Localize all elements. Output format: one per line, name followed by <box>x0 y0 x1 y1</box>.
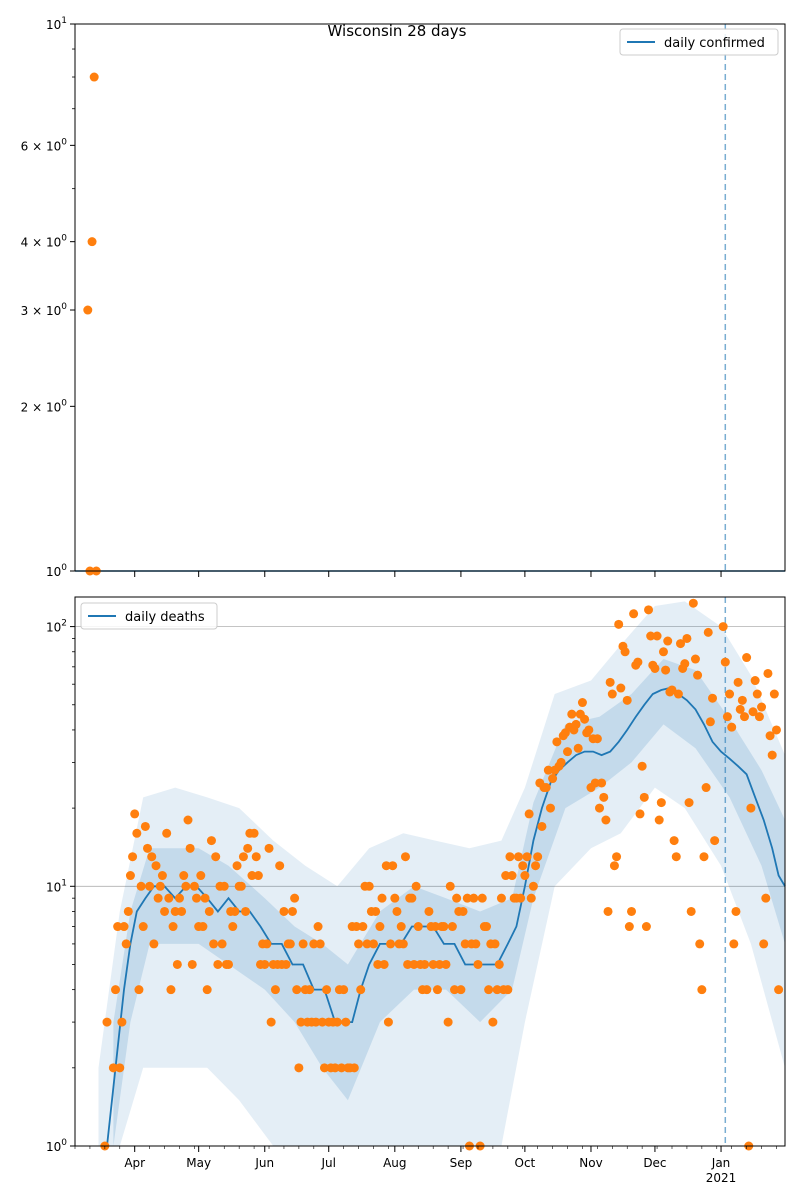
point-deaths <box>314 922 323 931</box>
point-deaths <box>120 922 129 931</box>
point-deaths <box>444 1018 453 1027</box>
point-deaths <box>356 985 365 994</box>
point-deaths <box>181 882 190 891</box>
x-tick-label: Dec <box>643 1156 667 1170</box>
point-deaths <box>719 622 728 631</box>
point-deaths <box>546 804 555 813</box>
point-deaths <box>207 836 216 845</box>
point-deaths <box>516 894 525 903</box>
point-deaths <box>392 907 401 916</box>
point-deaths <box>384 1018 393 1027</box>
point-deaths <box>294 1063 303 1072</box>
x-tick-label: Jul <box>321 1156 336 1170</box>
point-deaths <box>537 822 546 831</box>
point-deaths <box>578 698 587 707</box>
point-deaths <box>674 690 683 699</box>
point-deaths <box>614 620 623 629</box>
point-deaths <box>252 852 261 861</box>
point-deaths <box>288 907 297 916</box>
point-deaths <box>164 894 173 903</box>
point-deaths <box>230 907 239 916</box>
legend-label-daily-confirmed: daily confirmed <box>664 36 765 51</box>
point-deaths <box>616 684 625 693</box>
point-deaths <box>612 852 621 861</box>
point-deaths <box>184 816 193 825</box>
point-deaths <box>420 960 429 969</box>
point-deaths <box>350 1063 359 1072</box>
point-deaths <box>260 960 269 969</box>
point-deaths <box>731 907 740 916</box>
point-deaths <box>341 1018 350 1027</box>
point-deaths <box>695 939 704 948</box>
point-deaths <box>623 696 632 705</box>
point-deaths <box>518 861 527 870</box>
point-deaths <box>271 985 280 994</box>
point-deaths <box>680 659 689 668</box>
point-deaths <box>433 985 442 994</box>
point-deaths <box>768 751 777 760</box>
point-deaths <box>774 985 783 994</box>
point-deaths <box>354 939 363 948</box>
point-deaths <box>292 985 301 994</box>
x-tick-label: Jan <box>711 1156 731 1170</box>
point-deaths <box>723 712 732 721</box>
point-deaths <box>759 939 768 948</box>
point-deaths <box>117 1018 126 1027</box>
point-deaths <box>574 744 583 753</box>
point-deaths <box>621 647 630 656</box>
point-deaths <box>702 783 711 792</box>
point-deaths <box>597 778 606 787</box>
point-deaths <box>267 1018 276 1027</box>
point-deaths <box>201 894 210 903</box>
legend-label-daily-deaths: daily deaths <box>125 610 205 625</box>
point-deaths <box>484 985 493 994</box>
y-tick-label: $3 \times 10^0$ <box>20 302 67 319</box>
point-deaths <box>584 725 593 734</box>
point-deaths <box>657 798 666 807</box>
y-tick-label: $10^0$ <box>45 1138 67 1154</box>
point-deaths <box>650 664 659 673</box>
point-deaths <box>508 871 517 880</box>
point-deaths <box>275 861 284 870</box>
point-deaths <box>523 852 532 861</box>
point-deaths <box>704 628 713 637</box>
x-tick-label: Aug <box>383 1156 407 1170</box>
point-deaths <box>243 844 252 853</box>
point-deaths <box>446 882 455 891</box>
point-deaths <box>687 907 696 916</box>
point-deaths <box>414 922 423 931</box>
point-deaths <box>137 882 146 891</box>
point-deaths <box>154 894 163 903</box>
point-deaths <box>250 829 259 838</box>
point-deaths <box>169 922 178 931</box>
point-deaths <box>638 762 647 771</box>
point-deaths <box>738 696 747 705</box>
point-deaths <box>459 907 468 916</box>
point-deaths <box>254 871 263 880</box>
point-deaths <box>190 882 199 891</box>
point-deaths <box>149 939 158 948</box>
point-deaths <box>708 694 717 703</box>
point-deaths <box>371 907 380 916</box>
point-deaths <box>397 922 406 931</box>
y-tick-label: $10^0$ <box>45 563 67 579</box>
confirmed-legend <box>620 29 778 55</box>
point-deaths <box>491 939 500 948</box>
y-tick-label: $6 \times 10^0$ <box>20 137 67 154</box>
point-deaths <box>365 882 374 891</box>
point-deaths <box>145 882 154 891</box>
point-deaths <box>531 861 540 870</box>
point-deaths <box>265 844 274 853</box>
point-deaths <box>339 985 348 994</box>
point-deaths <box>706 717 715 726</box>
point-deaths <box>740 712 749 721</box>
point-deaths <box>670 836 679 845</box>
point-deaths <box>209 939 218 948</box>
y-tick-label: $10^1$ <box>45 878 67 895</box>
point-deaths <box>653 631 662 640</box>
y-tick-label: $10^2$ <box>45 618 67 635</box>
point-deaths <box>689 599 698 608</box>
point-deaths <box>130 809 139 818</box>
point-deaths <box>143 844 152 853</box>
point-deaths <box>572 720 581 729</box>
point-deaths <box>548 774 557 783</box>
point-deaths <box>237 882 246 891</box>
point-deaths <box>663 637 672 646</box>
point-deaths <box>369 939 378 948</box>
point-deaths <box>488 1018 497 1027</box>
point-deaths <box>753 690 762 699</box>
point-deaths <box>497 894 506 903</box>
point-deaths <box>770 690 779 699</box>
point-deaths <box>378 894 387 903</box>
point-deaths <box>126 871 135 880</box>
point-deaths <box>557 758 566 767</box>
point-deaths <box>122 939 131 948</box>
x-tick-year-label: 2021 <box>705 1171 737 1185</box>
point-deaths <box>595 804 604 813</box>
point-deaths <box>299 939 308 948</box>
point-confirmed <box>90 73 99 82</box>
point-deaths <box>386 939 395 948</box>
point-deaths <box>333 1018 342 1027</box>
point-deaths <box>262 939 271 948</box>
point-deaths <box>757 703 766 712</box>
point-deaths <box>746 804 755 813</box>
point-deaths <box>742 653 751 662</box>
point-deaths <box>542 783 551 792</box>
point-deaths <box>642 922 651 931</box>
point-deaths <box>478 894 487 903</box>
point-deaths <box>322 985 331 994</box>
point-deaths <box>158 871 167 880</box>
point-deaths <box>627 907 636 916</box>
point-deaths <box>693 671 702 680</box>
point-deaths <box>527 894 536 903</box>
point-deaths <box>124 907 133 916</box>
point-deaths <box>286 939 295 948</box>
point-deaths <box>132 829 141 838</box>
point-deaths <box>601 816 610 825</box>
point-deaths <box>672 852 681 861</box>
point-deaths <box>399 939 408 948</box>
point-deaths <box>152 861 161 870</box>
point-deaths <box>196 871 205 880</box>
point-deaths <box>456 985 465 994</box>
point-deaths <box>640 793 649 802</box>
point-deaths <box>134 985 143 994</box>
point-deaths <box>636 809 645 818</box>
point-deaths <box>525 809 534 818</box>
point-deaths <box>599 793 608 802</box>
y-tick-label: $10^1$ <box>45 16 67 32</box>
point-deaths <box>682 634 691 643</box>
point-deaths <box>316 939 325 948</box>
point-confirmed <box>83 306 92 315</box>
point-deaths <box>633 658 642 667</box>
point-deaths <box>224 960 233 969</box>
point-deaths <box>659 647 668 656</box>
point-deaths <box>734 678 743 687</box>
y-tick-label: $4 \times 10^0$ <box>20 233 67 250</box>
point-deaths <box>473 960 482 969</box>
point-deaths <box>380 960 389 969</box>
x-tick-label: May <box>186 1156 212 1170</box>
point-deaths <box>179 871 188 880</box>
point-deaths <box>727 723 736 732</box>
point-deaths <box>725 690 734 699</box>
point-confirmed <box>88 237 97 246</box>
point-deaths <box>166 985 175 994</box>
point-deaths <box>691 655 700 664</box>
point-deaths <box>239 852 248 861</box>
point-deaths <box>495 960 504 969</box>
point-deaths <box>111 985 120 994</box>
y-tick-label: $2 \times 10^0$ <box>20 398 67 415</box>
x-tick-label: Jun <box>255 1156 275 1170</box>
point-deaths <box>162 829 171 838</box>
point-deaths <box>503 985 512 994</box>
point-deaths <box>593 734 602 743</box>
point-deaths <box>755 712 764 721</box>
point-deaths <box>186 844 195 853</box>
point-deaths <box>469 894 478 903</box>
point-deaths <box>220 882 229 891</box>
point-deaths <box>279 907 288 916</box>
point-deaths <box>580 715 589 724</box>
point-deaths <box>128 852 137 861</box>
point-deaths <box>213 960 222 969</box>
point-deaths <box>282 960 291 969</box>
point-deaths <box>102 1018 111 1027</box>
point-deaths <box>141 822 150 831</box>
point-deaths <box>610 861 619 870</box>
point-deaths <box>761 894 770 903</box>
point-deaths <box>661 666 670 675</box>
point-deaths <box>699 852 708 861</box>
point-deaths <box>697 985 706 994</box>
point-deaths <box>401 852 410 861</box>
point-deaths <box>290 894 299 903</box>
point-deaths <box>721 658 730 667</box>
point-deaths <box>629 609 638 618</box>
point-deaths <box>533 852 542 861</box>
point-deaths <box>390 894 399 903</box>
point-deaths <box>358 922 367 931</box>
point-deaths <box>228 922 237 931</box>
point-deaths <box>655 816 664 825</box>
point-deaths <box>233 861 242 870</box>
x-tick-label: Sep <box>449 1156 473 1170</box>
point-deaths <box>482 922 491 931</box>
point-deaths <box>192 894 201 903</box>
point-deaths <box>520 871 529 880</box>
point-deaths <box>439 922 448 931</box>
point-deaths <box>139 922 148 931</box>
point-deaths <box>772 725 781 734</box>
point-deaths <box>424 907 433 916</box>
point-deaths <box>188 960 197 969</box>
point-deaths <box>422 985 431 994</box>
point-deaths <box>505 852 514 861</box>
point-deaths <box>218 939 227 948</box>
point-deaths <box>407 894 416 903</box>
point-deaths <box>175 894 184 903</box>
figure-title: Wisconsin 28 days <box>327 22 467 40</box>
point-deaths <box>448 922 457 931</box>
point-deaths <box>567 710 576 719</box>
point-deaths <box>452 894 461 903</box>
point-deaths <box>211 852 220 861</box>
point-deaths <box>514 852 523 861</box>
point-deaths <box>203 985 212 994</box>
point-deaths <box>604 907 613 916</box>
point-deaths <box>156 882 165 891</box>
point-deaths <box>729 939 738 948</box>
x-tick-label: Apr <box>124 1156 146 1170</box>
point-deaths <box>606 678 615 687</box>
point-deaths <box>205 907 214 916</box>
point-deaths <box>471 939 480 948</box>
point-deaths <box>441 960 450 969</box>
point-deaths <box>198 922 207 931</box>
point-deaths <box>563 747 572 756</box>
point-deaths <box>241 907 250 916</box>
point-deaths <box>710 836 719 845</box>
point-deaths <box>751 676 760 685</box>
point-deaths <box>529 882 538 891</box>
x-tick-label: Nov <box>579 1156 603 1170</box>
point-deaths <box>608 690 617 699</box>
x-tick-label: Oct <box>514 1156 536 1170</box>
point-deaths <box>115 1063 124 1072</box>
point-deaths <box>644 605 653 614</box>
deaths-legend <box>81 603 217 629</box>
point-deaths <box>625 922 634 931</box>
point-deaths <box>177 907 186 916</box>
point-deaths <box>388 861 397 870</box>
point-deaths <box>412 882 421 891</box>
point-deaths <box>147 852 156 861</box>
point-deaths <box>305 985 314 994</box>
point-deaths <box>685 798 694 807</box>
point-deaths <box>763 669 772 678</box>
point-deaths <box>160 907 169 916</box>
point-deaths <box>173 960 182 969</box>
point-deaths <box>375 922 384 931</box>
